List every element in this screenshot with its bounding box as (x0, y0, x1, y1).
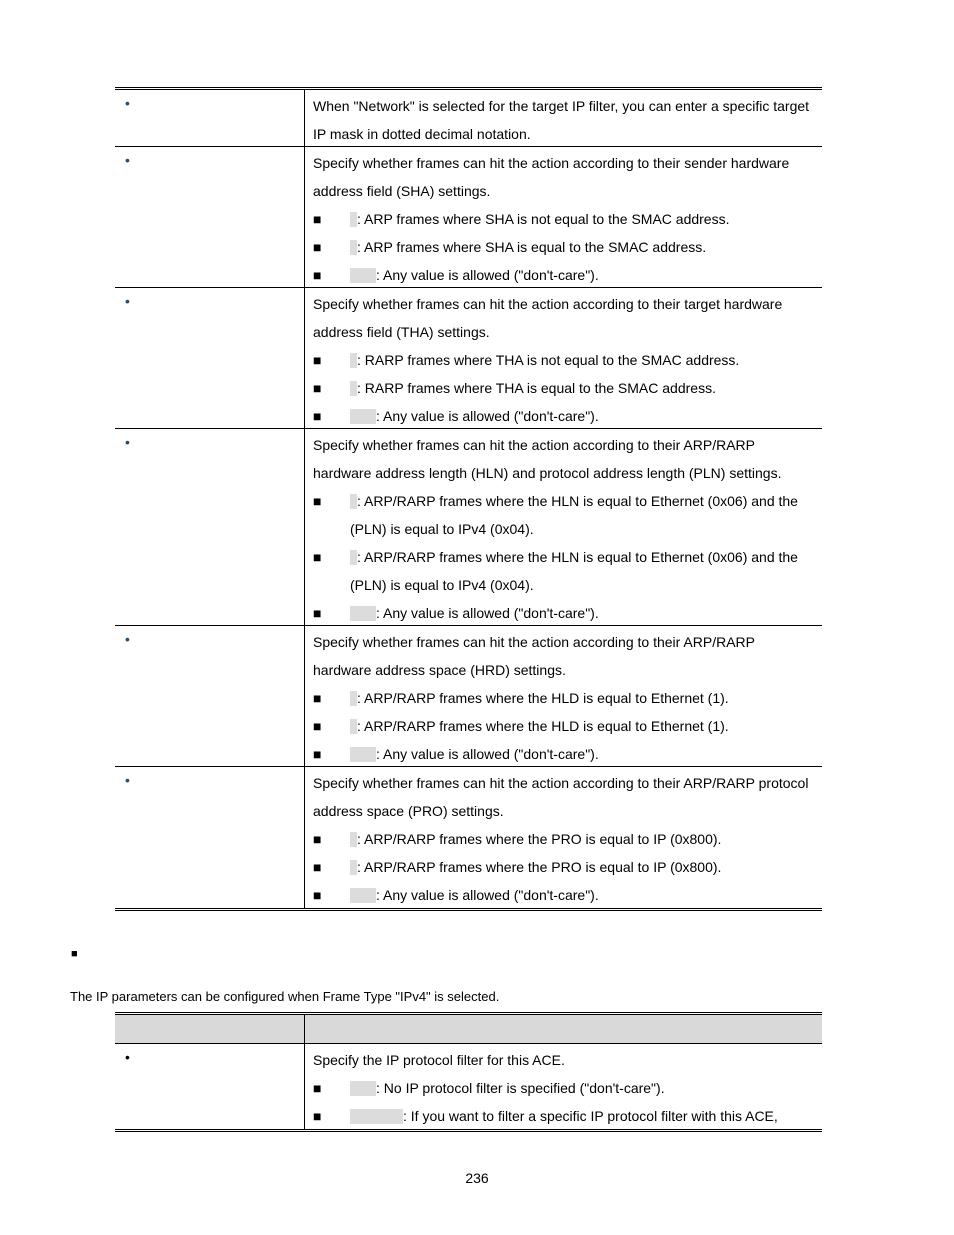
square-bullet-icon: ■ (313, 859, 322, 875)
option-value-highlight (350, 353, 357, 368)
square-bullet-icon: ■ (313, 352, 322, 368)
description-line: address space (PRO) settings. (313, 803, 504, 819)
description-line: Specify whether frames can hit the action according to their ARP/RARP (313, 437, 755, 453)
option-item (313, 684, 814, 712)
table-row (115, 90, 822, 147)
square-bullet-icon: ■ (313, 493, 322, 509)
bullet-icon: • (125, 95, 130, 111)
bullet-icon: • (125, 152, 130, 168)
table-row (115, 626, 822, 767)
option-item (313, 712, 814, 740)
table-row (115, 767, 822, 908)
option-item (313, 825, 814, 853)
option-text: : RARP frames where THA is equal to the SMAC address. (357, 380, 716, 396)
arp-parameters-table (115, 87, 822, 911)
parameter-cell (115, 288, 305, 428)
header-cell-object (115, 1015, 305, 1043)
section-marker-icon: ■ (71, 948, 78, 960)
square-bullet-icon: ■ (313, 267, 322, 283)
option-continuation (313, 571, 814, 599)
square-bullet-icon: ■ (313, 831, 322, 847)
option-text: : Any value is allowed ("don't-care"). (376, 746, 599, 762)
square-bullet-icon: ■ (313, 718, 322, 734)
option-value-highlight (350, 719, 357, 734)
description-cell (305, 90, 822, 146)
bullet-icon: • (125, 434, 130, 450)
option-value-highlight (350, 747, 376, 762)
option-item (313, 599, 814, 627)
ip-parameters-table (115, 1012, 822, 1132)
option-value-highlight (350, 860, 357, 875)
option-text: : If you want to filter a specific IP protocol filter with this ACE, (403, 1108, 778, 1124)
table-row (115, 147, 822, 288)
description-line: address field (THA) settings. (313, 324, 490, 340)
option-item (313, 346, 814, 374)
option-value-highlight (350, 1081, 376, 1096)
square-bullet-icon: ■ (313, 549, 322, 565)
square-bullet-icon: ■ (313, 605, 322, 621)
description-line: IP mask in dotted decimal notation. (313, 126, 531, 142)
bullet-icon: • (125, 772, 130, 788)
square-bullet-icon: ■ (313, 746, 322, 762)
square-bullet-icon: ■ (313, 1080, 322, 1096)
description-line: Specify whether frames can hit the action according to their ARP/RARP protocol (313, 775, 809, 791)
option-text: : No IP protocol filter is specified ("don't-care"). (376, 1080, 665, 1096)
option-text: : ARP frames where SHA is equal to the SMAC address. (357, 239, 707, 255)
option-text: : ARP/RARP frames where the PRO is equal to IP (0x800). (357, 831, 722, 847)
option-value-highlight (350, 212, 357, 227)
option-value-highlight (350, 494, 357, 509)
description-cell (305, 147, 822, 287)
option-item (313, 740, 814, 768)
option-text: : ARP/RARP frames where the HLN is equal to Ethernet (0x06) and the (357, 549, 798, 565)
option-text: : Any value is allowed ("don't-care"). (376, 887, 599, 903)
section-intro-text: The IP parameters can be configured when Frame Type "IPv4" is selected. (70, 989, 500, 1004)
description-line: hardware address length (HLN) and protocol address length (PLN) settings. (313, 465, 782, 481)
option-text: : Any value is allowed ("don't-care"). (376, 408, 599, 424)
option-text: : ARP frames where SHA is not equal to the SMAC address. (357, 211, 730, 227)
square-bullet-icon: ■ (313, 1108, 322, 1124)
description-line: Specify whether frames can hit the action according to their sender hardware (313, 155, 790, 171)
description-cell (305, 626, 822, 766)
option-text: : ARP/RARP frames where the HLN is equal to Ethernet (0x06) and the (357, 493, 798, 509)
description-line: Specify whether frames can hit the action according to their target hardware (313, 296, 783, 312)
description-line: hardware address space (HRD) settings. (313, 662, 566, 678)
option-item (313, 1074, 814, 1102)
table-header-row (115, 1015, 822, 1044)
square-bullet-icon: ■ (313, 887, 322, 903)
option-item (313, 1102, 814, 1130)
bullet-icon: • (125, 631, 130, 647)
description-cell (305, 429, 822, 625)
option-text: : ARP/RARP frames where the PRO is equal to IP (0x800). (357, 859, 722, 875)
option-text: : RARP frames where THA is not equal to the SMAC address. (357, 352, 740, 368)
option-value-highlight (350, 550, 357, 565)
table-row (115, 429, 822, 626)
parameter-cell (115, 767, 305, 908)
option-text: : ARP/RARP frames where the HLD is equal to Ethernet (1). (357, 690, 729, 706)
table-row (115, 1044, 822, 1129)
description-line: Specify the IP protocol filter for this ACE. (313, 1052, 565, 1068)
option-value-highlight (350, 888, 376, 903)
option-item (313, 233, 814, 261)
option-item (313, 853, 814, 881)
option-text: : ARP/RARP frames where the HLD is equal to Ethernet (1). (357, 718, 729, 734)
option-value-highlight (350, 691, 357, 706)
option-value-highlight (350, 1109, 403, 1124)
bullet-icon: • (125, 1049, 130, 1065)
option-item (313, 402, 814, 430)
option-value-highlight (350, 240, 357, 255)
option-item (313, 205, 814, 233)
parameter-cell (115, 626, 305, 766)
page-number: 236 (465, 1170, 489, 1186)
option-text: : Any value is allowed ("don't-care"). (376, 605, 599, 621)
option-item (313, 487, 814, 515)
description-cell (305, 288, 822, 428)
option-item (313, 261, 814, 289)
square-bullet-icon: ■ (313, 408, 322, 424)
square-bullet-icon: ■ (313, 690, 322, 706)
parameter-cell (115, 147, 305, 287)
option-text: (PLN) is equal to IPv4 (0x04). (350, 577, 534, 593)
square-bullet-icon: ■ (313, 380, 322, 396)
parameter-cell (115, 1044, 305, 1129)
description-line: Specify whether frames can hit the action according to their ARP/RARP (313, 634, 755, 650)
parameter-cell (115, 90, 305, 146)
description-cell (305, 1044, 822, 1129)
square-bullet-icon: ■ (313, 239, 322, 255)
description-line: address field (SHA) settings. (313, 183, 491, 199)
option-item (313, 881, 814, 909)
description-cell (305, 767, 822, 908)
option-value-highlight (350, 268, 376, 283)
option-text: : Any value is allowed ("don't-care"). (376, 267, 599, 283)
option-continuation (313, 515, 814, 543)
option-value-highlight (350, 381, 357, 396)
option-item (313, 374, 814, 402)
description-line: When "Network" is selected for the target IP filter, you can enter a specific target (313, 98, 810, 114)
option-value-highlight (350, 409, 376, 424)
square-bullet-icon: ■ (313, 211, 322, 227)
parameter-cell (115, 429, 305, 625)
option-value-highlight (350, 832, 357, 847)
bullet-icon: • (125, 293, 130, 309)
option-text: (PLN) is equal to IPv4 (0x04). (350, 521, 534, 537)
option-value-highlight (350, 606, 376, 621)
option-item (313, 543, 814, 571)
table-row (115, 288, 822, 429)
